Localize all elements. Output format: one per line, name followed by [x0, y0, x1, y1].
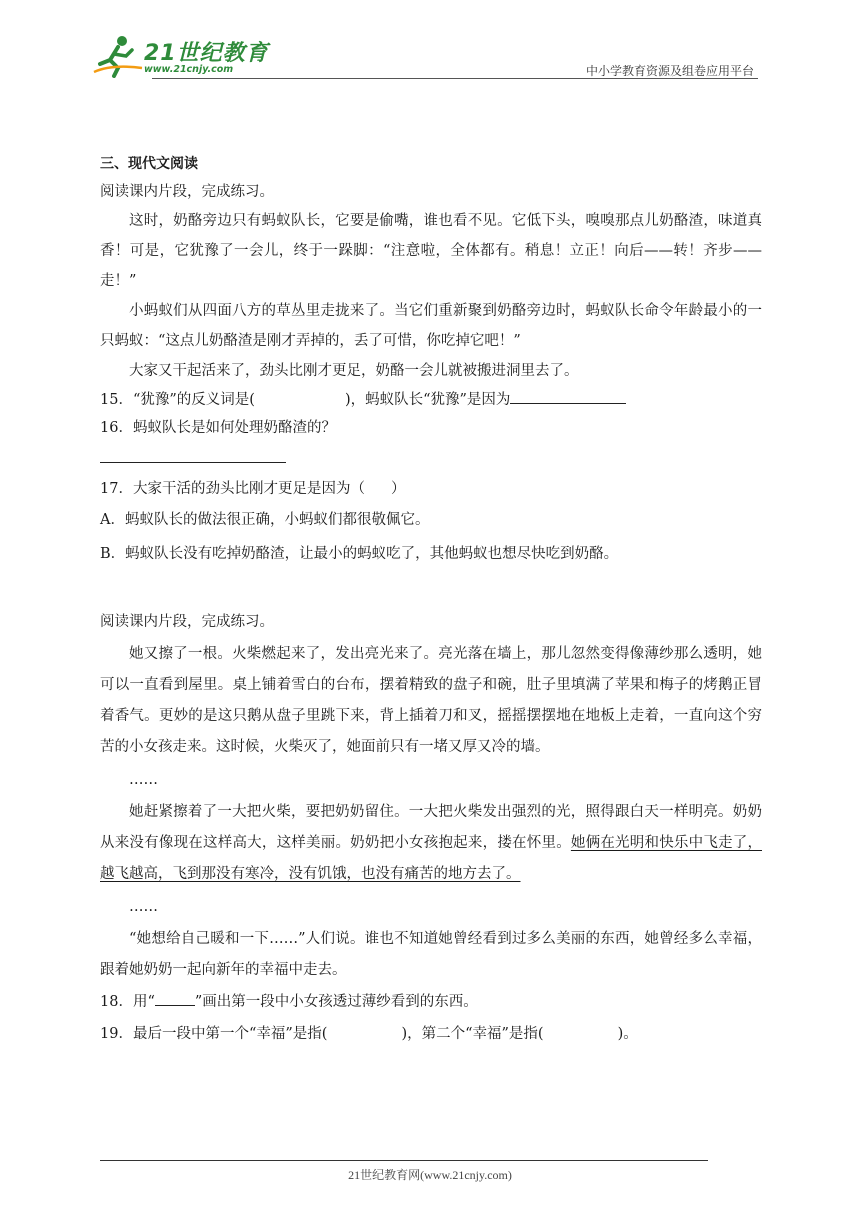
- reading1-paragraph-2: 小蚂蚁们从四面八方的草丛里走拢来了。当它们重新聚到奶酪旁边时，蚂蚁队长命令年龄最小的一只蚂蚁：“这点儿奶酪渣是刚才弄掉的，丢了可惜，你吃掉它吧！”: [100, 303, 762, 349]
- reading1-paragraph-3: 大家又干起活来了，劲头比刚才更足，奶酪一会儿就被搬进洞里去了。: [129, 363, 579, 379]
- footer-divider: [100, 1160, 708, 1161]
- underlined-sentence: 她俩在光明和快乐中飞走了，越飞越高，飞到那没有寒冷，没有饥饿，也没有痛苦的地方去了。: [100, 835, 762, 882]
- running-figure-icon: [92, 34, 144, 78]
- option-a[interactable]: A．蚂蚁队长的做法很正确，小蚂蚁们都很敬佩它。: [100, 512, 430, 528]
- reading2-intro: 阅读课内片段，完成练习。: [100, 614, 274, 630]
- option-b[interactable]: B．蚂蚁队长没有吃掉奶酪渣，让最小的蚂蚁吃了，其他蚂蚁也想尽快吃到奶酪。: [100, 546, 619, 562]
- question-17: 17．大家干活的劲头比刚才更足是因为（ ）: [100, 481, 406, 497]
- page-header: [92, 30, 758, 80]
- answer-blank[interactable]: [510, 387, 626, 404]
- reading1-intro: 阅读课内片段，完成练习。: [100, 184, 274, 200]
- underline-sample: [155, 993, 195, 1006]
- question-18: 18．用“ ”画出第一段中小女孩透过薄纱看到的东西。: [100, 994, 478, 1010]
- header-divider: [152, 78, 758, 79]
- question-19: 19．最后一段中第一个“幸福”是指( )，第二个“幸福”是指( )。: [100, 1026, 638, 1042]
- logo-text: 21世纪教育: [144, 41, 269, 66]
- site-logo: [92, 34, 267, 78]
- ellipsis-1: ……: [129, 772, 158, 788]
- reading2-paragraph-3: “她想给自己暖和一下……”人们说。谁也不知道她曾经看到过多么美丽的东西，她曾经多么幸福，跟着她奶奶一起向新年的幸福中走去。: [100, 931, 762, 978]
- document-body: [100, 150, 762, 1050]
- spacer: [100, 571, 762, 605]
- page-footer: 21世纪教育网(www.21cnjy.com): [348, 1168, 512, 1182]
- logo-url: www.21cnjy.com: [144, 64, 234, 75]
- reading1-paragraph-1: 这时，奶酪旁边只有蚂蚁队长，它要是偷嘴，谁也看不见。它低下头，嗅嗅那点儿奶酪渣，味道真香！可是，它犹豫了一会儿，终于一跺脚：“注意啦，全体都有。稍息！立正！向后——转！齐步——走！”: [100, 213, 762, 289]
- section-title: 三、现代文阅读: [100, 156, 198, 172]
- question-16: 16．蚂蚁队长是如何处理奶酪渣的？: [100, 420, 336, 436]
- answer-line[interactable]: [100, 448, 286, 463]
- ellipsis-2: ……: [129, 899, 158, 915]
- header-platform-name: 中小学教育资源及组卷应用平台: [585, 64, 754, 78]
- reading2-paragraph-2: 她赶紧擦着了一大把火柴，要把奶奶留住。一大把火柴发出强烈的光，照得跟白天一样明亮。奶奶从来没有像现在这样高大，这样美丽。奶奶把小女孩抱起来，搂在怀里。她俩在光明和快乐中飞走了，越飞越高，飞到那没有寒冷，没有饥饿，也没有痛苦的地方去了。: [100, 804, 762, 882]
- question-15: 15．“犹豫”的反义词是( )，蚂蚁队长“犹豫”是因为: [100, 386, 762, 414]
- reading2-paragraph-1: 她又擦了一根。火柴燃起来了，发出亮光来了。亮光落在墙上，那儿忽然变得像薄纱那么透明，她可以一直看到屋里。桌上铺着雪白的台布，摆着精致的盘子和碗，肚子里填满了苹果和梅子的烤鹅正冒着香气。更妙的是这只鹅从盘子里跳下来，背上插着刀和叉，摇摇摆摆地在地板上走着，一直向这个穷苦的小女孩走来。这时候，火柴灭了，她面前只有一堵又厚又冷的墙。: [100, 646, 762, 755]
